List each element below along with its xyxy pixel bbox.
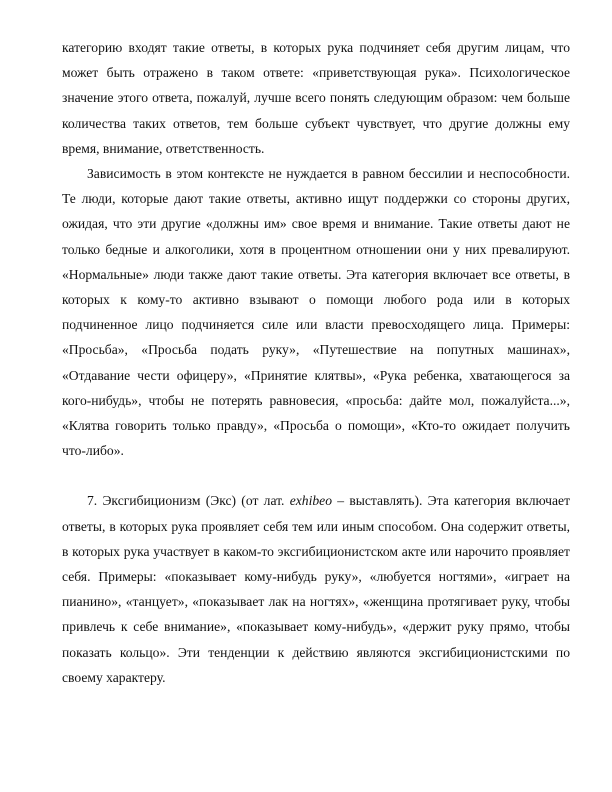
paragraph-exhibitionism xyxy=(62,488,570,690)
exhibitionism-body-text: – выставлять). Эта категория включает ответы, в которых рука проявляет себя тем или иным способом. Она содержит ответы, в которых рука участвует в каком-то эксгибиционистском акте или нарочито проявляет себя. Примеры: «показывает кому-нибудь руку», «любуется ногтями», «играет на пианино», «танцует», «показывает лак на ногтях», «женщина протягивает руку, чтобы привлечь к себе внимание», «показывает кому-нибудь», «держит руку прямо, чтобы показать кольцо». Эти тенденции к действию являются эксгибиционистскими по своему характеру. xyxy=(62,493,571,685)
paragraph-dependency: Зависимость в этом контексте не нуждается в равном бессилии и неспособности. Те люди, которые дают такие ответы, активно ищут поддержки со стороны других, ожидая, что эти другие «должны им» свое время и внимание. Такие ответы дают не только бедные и алкоголики, хотя в процентном отношении они у них превалируют. «Нормальные» люди также дают такие ответы. Эта категория включает все ответы, в которых к кому-то активно взывают о помощи любого рода или в которых подчиненное лицо подчиняется силе или власти превосходящего лица. Примеры: «Просьба», «Просьба подать руку», «Путешествие на попутных машинах», «Отдавание чести офицеру», «Принятие клятвы», «Рука ребенка, хватающегося за кого-нибудь», чтобы не потерять равновесия, «просьба: дайте мол, пожалуйста...», «Клятва говорить только правду», «Просьба о помощи», «Кто-то ожидает получить что-либо». xyxy=(62,166,570,459)
body-text xyxy=(62,35,570,690)
paragraph-continuation: категорию входят такие ответы, в которых рука подчиняет себя другим лицам, что может быть отражено в таком ответе: «приветствующая рука». Психологическое значение этого ответа, пожалуй, лучше всего понять следующим образом: чем больше количества таких ответов, тем больше субъект чувствует, что другие должны ему время, внимание, ответственность. xyxy=(62,40,570,156)
latin-term: exhibeo xyxy=(289,493,332,509)
exhibitionism-lead-text: 7. Эксгибиционизм (Экс) (от лат. xyxy=(87,493,290,509)
paragraph-gap xyxy=(62,463,570,488)
